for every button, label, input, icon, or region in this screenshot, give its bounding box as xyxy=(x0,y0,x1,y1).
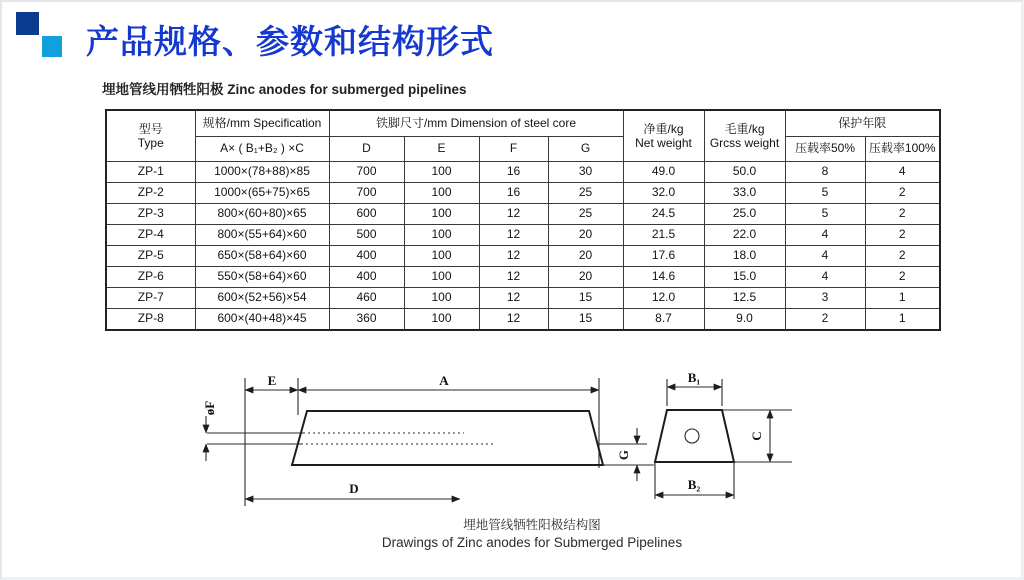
cell-net: 21.5 xyxy=(623,225,704,246)
decor-square-dark xyxy=(16,12,39,35)
cell-e: 100 xyxy=(404,204,479,225)
cell-y100: 2 xyxy=(865,183,940,204)
col-header-spec-formula: A× ( B₁+B₂ ) ×C xyxy=(195,137,329,162)
cell-d: 700 xyxy=(329,162,404,183)
cell-d: 460 xyxy=(329,288,404,309)
cell-g: 20 xyxy=(548,225,623,246)
cell-gross: 9.0 xyxy=(704,309,785,331)
drawing-caption-cn: 埋地管线牺牲阳极结构图 xyxy=(463,518,601,532)
cell-d: 400 xyxy=(329,246,404,267)
cell-e: 100 xyxy=(404,225,479,246)
drawing-caption xyxy=(282,515,782,550)
col-header-net-weight xyxy=(623,110,704,162)
cell-d: 360 xyxy=(329,309,404,331)
cell-y50: 4 xyxy=(785,267,865,288)
cell-type: ZP-6 xyxy=(106,267,195,288)
cell-e: 100 xyxy=(404,267,479,288)
anode-body-cross-section xyxy=(655,410,734,462)
dim-label-e: E xyxy=(267,373,277,388)
col-header-g: G xyxy=(548,137,623,162)
col-header-gross-weight xyxy=(704,110,785,162)
cell-spec: 800×(55+64)×60 xyxy=(195,225,329,246)
cell-y100: 2 xyxy=(865,246,940,267)
cell-type: ZP-2 xyxy=(106,183,195,204)
cell-gross: 22.0 xyxy=(704,225,785,246)
dim-label-d: D xyxy=(349,481,359,496)
col-header-type-en: Type xyxy=(137,136,164,150)
dim-label-phif: øF xyxy=(202,400,217,416)
col-header-load100: 压载率100% xyxy=(865,137,940,162)
cell-y50: 4 xyxy=(785,246,865,267)
col-header-protection-years: 保护年限 xyxy=(785,110,940,137)
cell-gross: 33.0 xyxy=(704,183,785,204)
cell-net: 32.0 xyxy=(623,183,704,204)
cell-e: 100 xyxy=(404,162,479,183)
cell-f: 12 xyxy=(479,309,548,331)
cell-f: 16 xyxy=(479,162,548,183)
cell-spec: 600×(52+56)×54 xyxy=(195,288,329,309)
cell-f: 12 xyxy=(479,267,548,288)
cell-y50: 4 xyxy=(785,225,865,246)
col-header-steel-core: 铁脚尺寸/mm Dimension of steel core xyxy=(329,110,623,137)
cell-y50: 3 xyxy=(785,288,865,309)
cell-y50: 5 xyxy=(785,204,865,225)
drawing-caption-en: Drawings of Zinc anodes for Submerged Pipelines xyxy=(381,535,683,550)
cell-net: 8.7 xyxy=(623,309,704,331)
cell-type: ZP-1 xyxy=(106,162,195,183)
cell-y50: 5 xyxy=(785,183,865,204)
dim-label-a: A xyxy=(439,373,449,388)
table-row xyxy=(106,162,940,183)
cell-d: 600 xyxy=(329,204,404,225)
cell-g: 20 xyxy=(548,246,623,267)
cell-gross: 25.0 xyxy=(704,204,785,225)
cell-gross: 50.0 xyxy=(704,162,785,183)
cell-spec: 1000×(65+75)×65 xyxy=(195,183,329,204)
cell-spec: 600×(40+48)×45 xyxy=(195,309,329,331)
cell-y100: 2 xyxy=(865,204,940,225)
spec-table xyxy=(105,109,941,331)
decor-square-light xyxy=(42,36,62,57)
cell-spec: 650×(58+64)×60 xyxy=(195,246,329,267)
cell-net: 12.0 xyxy=(623,288,704,309)
structure-drawing xyxy=(192,358,822,518)
dim-label-c: C xyxy=(749,431,764,441)
col-header-load50: 压载率50% xyxy=(785,137,865,162)
cell-d: 400 xyxy=(329,267,404,288)
cell-g: 25 xyxy=(548,204,623,225)
col-header-d: D xyxy=(329,137,404,162)
dim-label-g: G xyxy=(616,449,631,461)
page-title: 产品规格、参数和结构形式 xyxy=(86,23,494,60)
cell-y100: 2 xyxy=(865,267,940,288)
cell-e: 100 xyxy=(404,309,479,331)
cell-y50: 2 xyxy=(785,309,865,331)
cell-net: 49.0 xyxy=(623,162,704,183)
cell-type: ZP-5 xyxy=(106,246,195,267)
col-header-net-en: Net weight xyxy=(635,136,692,150)
cell-d: 500 xyxy=(329,225,404,246)
cell-spec: 550×(58+64)×60 xyxy=(195,267,329,288)
cell-spec: 800×(60+80)×65 xyxy=(195,204,329,225)
table-row xyxy=(106,204,940,225)
cell-g: 30 xyxy=(548,162,623,183)
cell-g: 20 xyxy=(548,267,623,288)
cell-e: 100 xyxy=(404,183,479,204)
cell-e: 100 xyxy=(404,288,479,309)
cell-y100: 2 xyxy=(865,225,940,246)
cell-f: 12 xyxy=(479,288,548,309)
cell-net: 14.6 xyxy=(623,267,704,288)
table-row xyxy=(106,288,940,309)
table-row xyxy=(106,225,940,246)
cell-type: ZP-3 xyxy=(106,204,195,225)
dim-label-b2: B₂ xyxy=(687,477,701,492)
col-header-net-cn: 净重/kg xyxy=(643,121,684,136)
cell-f: 12 xyxy=(479,204,548,225)
cell-d: 700 xyxy=(329,183,404,204)
cell-e: 100 xyxy=(404,246,479,267)
cell-y100: 1 xyxy=(865,288,940,309)
cell-net: 24.5 xyxy=(623,204,704,225)
cell-g: 25 xyxy=(548,183,623,204)
cell-y100: 4 xyxy=(865,162,940,183)
cell-y50: 8 xyxy=(785,162,865,183)
col-header-e: E xyxy=(404,137,479,162)
cell-f: 12 xyxy=(479,225,548,246)
cell-gross: 12.5 xyxy=(704,288,785,309)
col-header-f: F xyxy=(479,137,548,162)
cell-type: ZP-4 xyxy=(106,225,195,246)
cell-y100: 1 xyxy=(865,309,940,331)
table-row xyxy=(106,183,940,204)
cell-f: 12 xyxy=(479,246,548,267)
cell-g: 15 xyxy=(548,309,623,331)
cell-gross: 15.0 xyxy=(704,267,785,288)
table-title: 埋地管线用牺牲阳极 Zinc anodes for submerged pipelines xyxy=(102,82,467,97)
cell-net: 17.6 xyxy=(623,246,704,267)
dim-label-b1: B₁ xyxy=(687,370,701,385)
col-header-gross-cn: 毛重/kg xyxy=(724,121,765,136)
col-header-gross-en: Grcss weight xyxy=(709,136,780,150)
table-row xyxy=(106,267,940,288)
table-row xyxy=(106,309,940,331)
cell-type: ZP-8 xyxy=(106,309,195,331)
col-header-spec: 规格/mm Specification xyxy=(195,110,329,137)
cell-g: 15 xyxy=(548,288,623,309)
anode-body-side-view xyxy=(292,411,603,465)
cell-spec: 1000×(78+88)×85 xyxy=(195,162,329,183)
cell-f: 16 xyxy=(479,183,548,204)
col-header-type xyxy=(106,110,195,162)
table-row xyxy=(106,246,940,267)
cell-gross: 18.0 xyxy=(704,246,785,267)
core-hole xyxy=(685,429,699,443)
col-header-type-cn: 型号 xyxy=(138,121,163,136)
cell-type: ZP-7 xyxy=(106,288,195,309)
